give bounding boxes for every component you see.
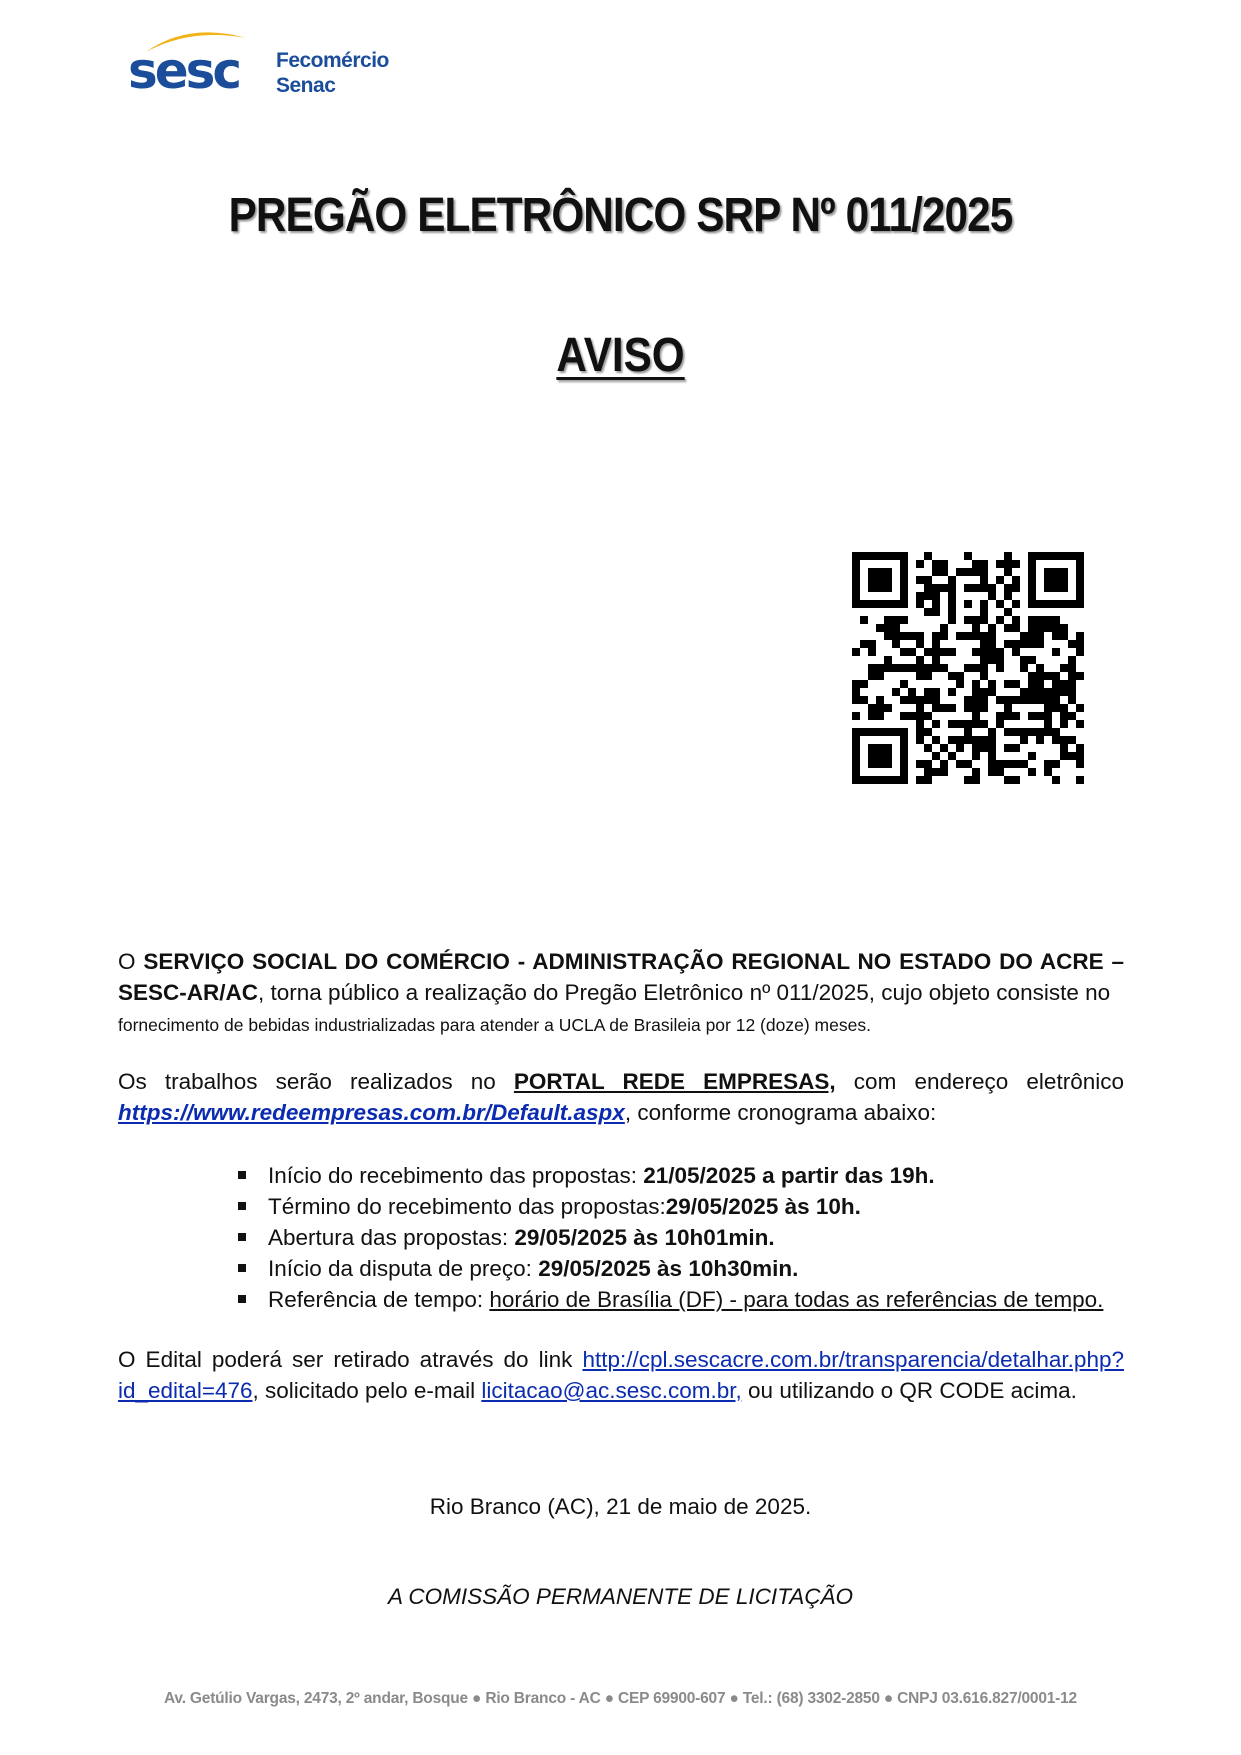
intro-paragraph bbox=[118, 946, 1124, 1041]
edital-link[interactable]: http://cpl.sescacre.com.br/transparencia/detalhar.php?id_edital=476 bbox=[118, 1347, 1124, 1403]
logo-fecomercio: Fecomércio bbox=[276, 49, 389, 72]
portal-lead: Os trabalhos serão realizados no bbox=[118, 1069, 514, 1094]
footer-address: Av. Getúlio Vargas, 2473, 2º andar, Bosque ● Rio Branco - AC ● CEP 69900-607 ● Tel.: (68) 3302-2850 ● CNPJ 03.616.827/0001-12 bbox=[164, 1690, 1077, 1707]
logo-brand: sesc bbox=[128, 42, 240, 100]
list-item: Início da disputa de preço: 29/05/2025 às 10h30min. bbox=[238, 1253, 1103, 1284]
edital-paragraph bbox=[118, 1344, 1124, 1406]
portal-mid: com endereço eletrônico bbox=[835, 1069, 1124, 1094]
notice-heading: AVISO bbox=[556, 329, 685, 382]
intro-object: fornecimento de bebidas industrializadas para atender a UCLA de Brasileia por 12 (doze) meses. bbox=[118, 1015, 871, 1035]
portal-link[interactable]: https://www.redeempresas.com.br/Default.aspx bbox=[118, 1100, 625, 1125]
intro-lead: O bbox=[118, 949, 144, 974]
schedule-list bbox=[238, 1160, 1103, 1315]
organization-name: SERVIÇO SOCIAL DO COMÉRCIO - ADMINISTRAÇÃO REGIONAL NO ESTADO DO ACRE – SESC-AR/AC bbox=[118, 949, 1124, 1005]
qr-code-icon[interactable] bbox=[852, 552, 1084, 784]
portal-name: PORTAL REDE EMPRESAS, bbox=[513, 1069, 836, 1094]
portal-paragraph bbox=[118, 1066, 1124, 1128]
signature: A COMISSÃO PERMANENTE DE LICITAÇÃO bbox=[387, 1584, 854, 1609]
logo bbox=[128, 28, 418, 108]
place-date: Rio Branco (AC), 21 de maio de 2025. bbox=[429, 1494, 812, 1519]
email-link[interactable]: licitacao@ac.sesc.com.br, bbox=[481, 1378, 742, 1403]
edital-lead: O Edital poderá ser retirado através do link bbox=[118, 1347, 583, 1372]
logo-senac: Senac bbox=[276, 74, 336, 97]
page-title: PREGÃO ELETRÔNICO SRP Nº 011/2025 bbox=[228, 189, 1013, 242]
list-item: Término do recebimento das propostas:29/05/2025 às 10h. bbox=[238, 1191, 1103, 1222]
list-item: Abertura das propostas: 29/05/2025 às 10h01min. bbox=[238, 1222, 1103, 1253]
intro-text: , torna público a realização do Pregão Eletrônico nº 011/2025, cujo objeto consiste no bbox=[258, 980, 1111, 1005]
edital-mid: , solicitado pelo e-mail bbox=[252, 1378, 482, 1403]
list-item: Início do recebimento das propostas: 21/05/2025 a partir das 19h. bbox=[238, 1160, 1103, 1191]
portal-tail: , conforme cronograma abaixo: bbox=[624, 1100, 937, 1125]
edital-tail: ou utilizando o QR CODE acima. bbox=[741, 1378, 1077, 1403]
list-item: Referência de tempo: horário de Brasília (DF) - para todas as referências de tempo. bbox=[238, 1284, 1103, 1315]
